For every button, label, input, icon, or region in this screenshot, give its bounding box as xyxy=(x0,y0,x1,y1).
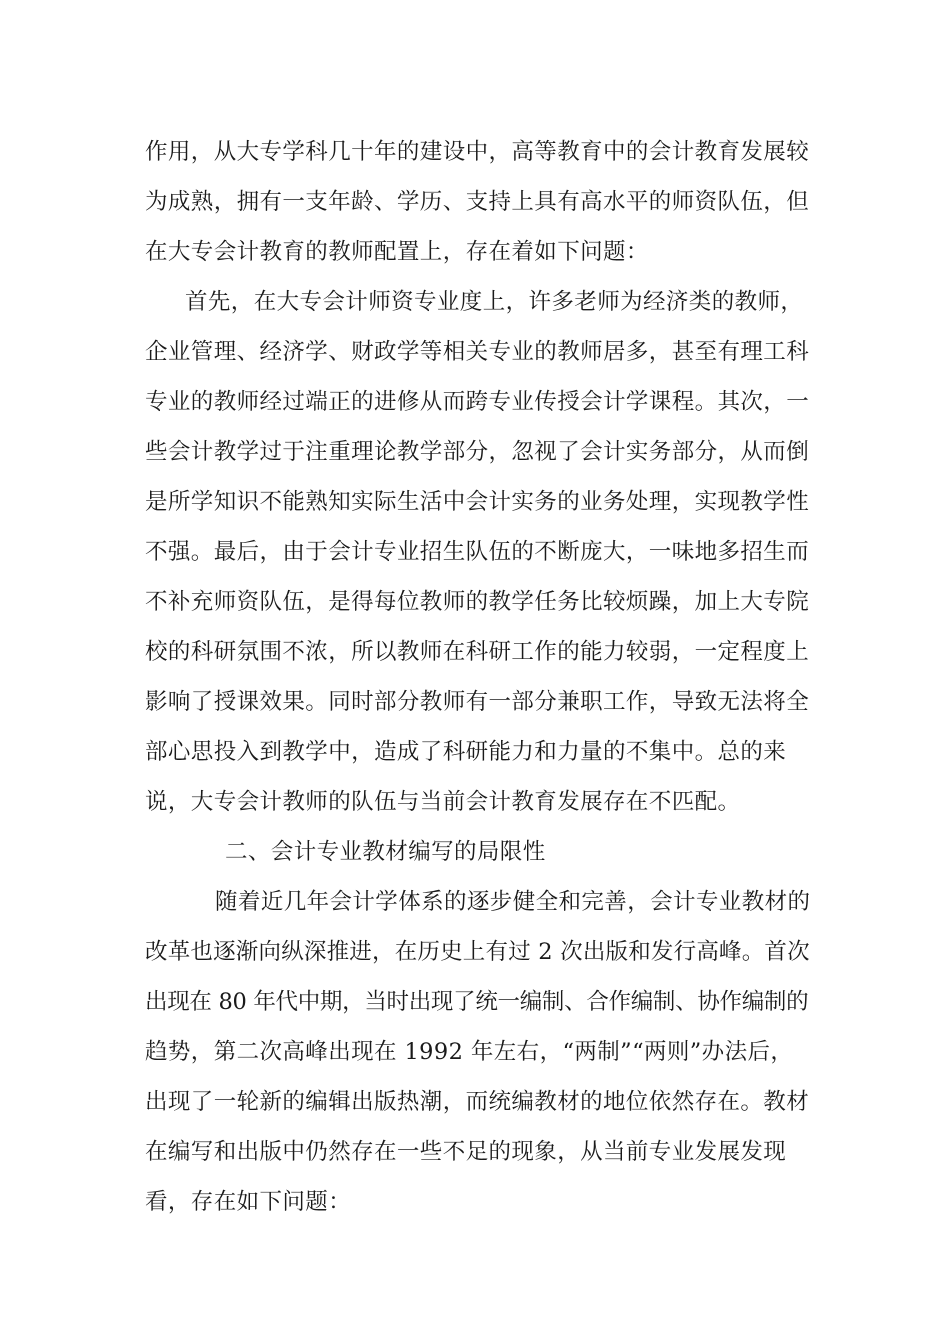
paragraph-first-line: 随着近几年会计学体系的逐步健全和完善，会计专业教材的 xyxy=(215,889,811,915)
text-line: 改革也逐渐向纵深推进，在历史上有过 2 次出版和发行高峰。首次 xyxy=(145,939,810,965)
text-line: 出现在 80 年代中期，当时出现了统一编制、合作编制、协作编制的 xyxy=(145,989,809,1015)
text-line: 企业管理、经济学、财政学等相关专业的教师居多，甚至有理工科 xyxy=(145,339,810,365)
text-line: 趋势，第二次高峰出现在 1992 年左右，“两制”“两则”办法后， xyxy=(145,1039,794,1065)
text-line: 在编写和出版中仍然存在一些不足的现象，从当前专业发展发现 xyxy=(145,1139,787,1165)
text-line: 些会计教学过于注重理论教学部分，忽视了会计实务部分，从而倒 xyxy=(145,439,810,465)
section-heading: 二、会计专业教材编写的局限性 xyxy=(225,839,546,865)
text-line: 专业的教师经过端正的进修从而跨专业传授会计学课程。其次，一 xyxy=(145,389,810,415)
text-line: 出现了一轮新的编辑出版热潮，而统编教材的地位依然存在。教材 xyxy=(145,1089,810,1115)
text-line: 作用，从大专学科几十年的建设中，高等教育中的会计教育发展较 xyxy=(145,139,810,165)
text-line: 在大专会计教育的教师配置上，存在着如下问题： xyxy=(145,239,649,265)
text-line: 影响了授课效果。同时部分教师有一部分兼职工作，导致无法将全 xyxy=(145,689,810,715)
text-line: 看，存在如下问题： xyxy=(145,1189,352,1215)
text-line: 为成熟，拥有一支年龄、学历、支持上具有高水平的师资队伍，但 xyxy=(145,189,810,215)
text-line: 是所学知识不能熟知实际生活中会计实务的业务处理，实现教学性 xyxy=(145,489,810,515)
text-line: 不强。最后，由于会计专业招生队伍的不断庞大，一味地多招生而 xyxy=(145,539,810,565)
text-line: 不补充师资队伍，是得每位教师的教学任务比较烦躁，加上大专院 xyxy=(145,589,810,615)
text-line: 说，大专会计教师的队伍与当前会计教育发展存在不匹配。 xyxy=(145,789,741,815)
text-line: 部心思投入到教学中，造成了科研能力和力量的不集中。总的来 xyxy=(145,739,787,765)
paragraph-first-line: 首先，在大专会计师资专业度上，许多老师为经济类的教师， xyxy=(185,289,804,315)
text-line: 校的科研氛围不浓，所以教师在科研工作的能力较弱，一定程度上 xyxy=(145,639,810,665)
